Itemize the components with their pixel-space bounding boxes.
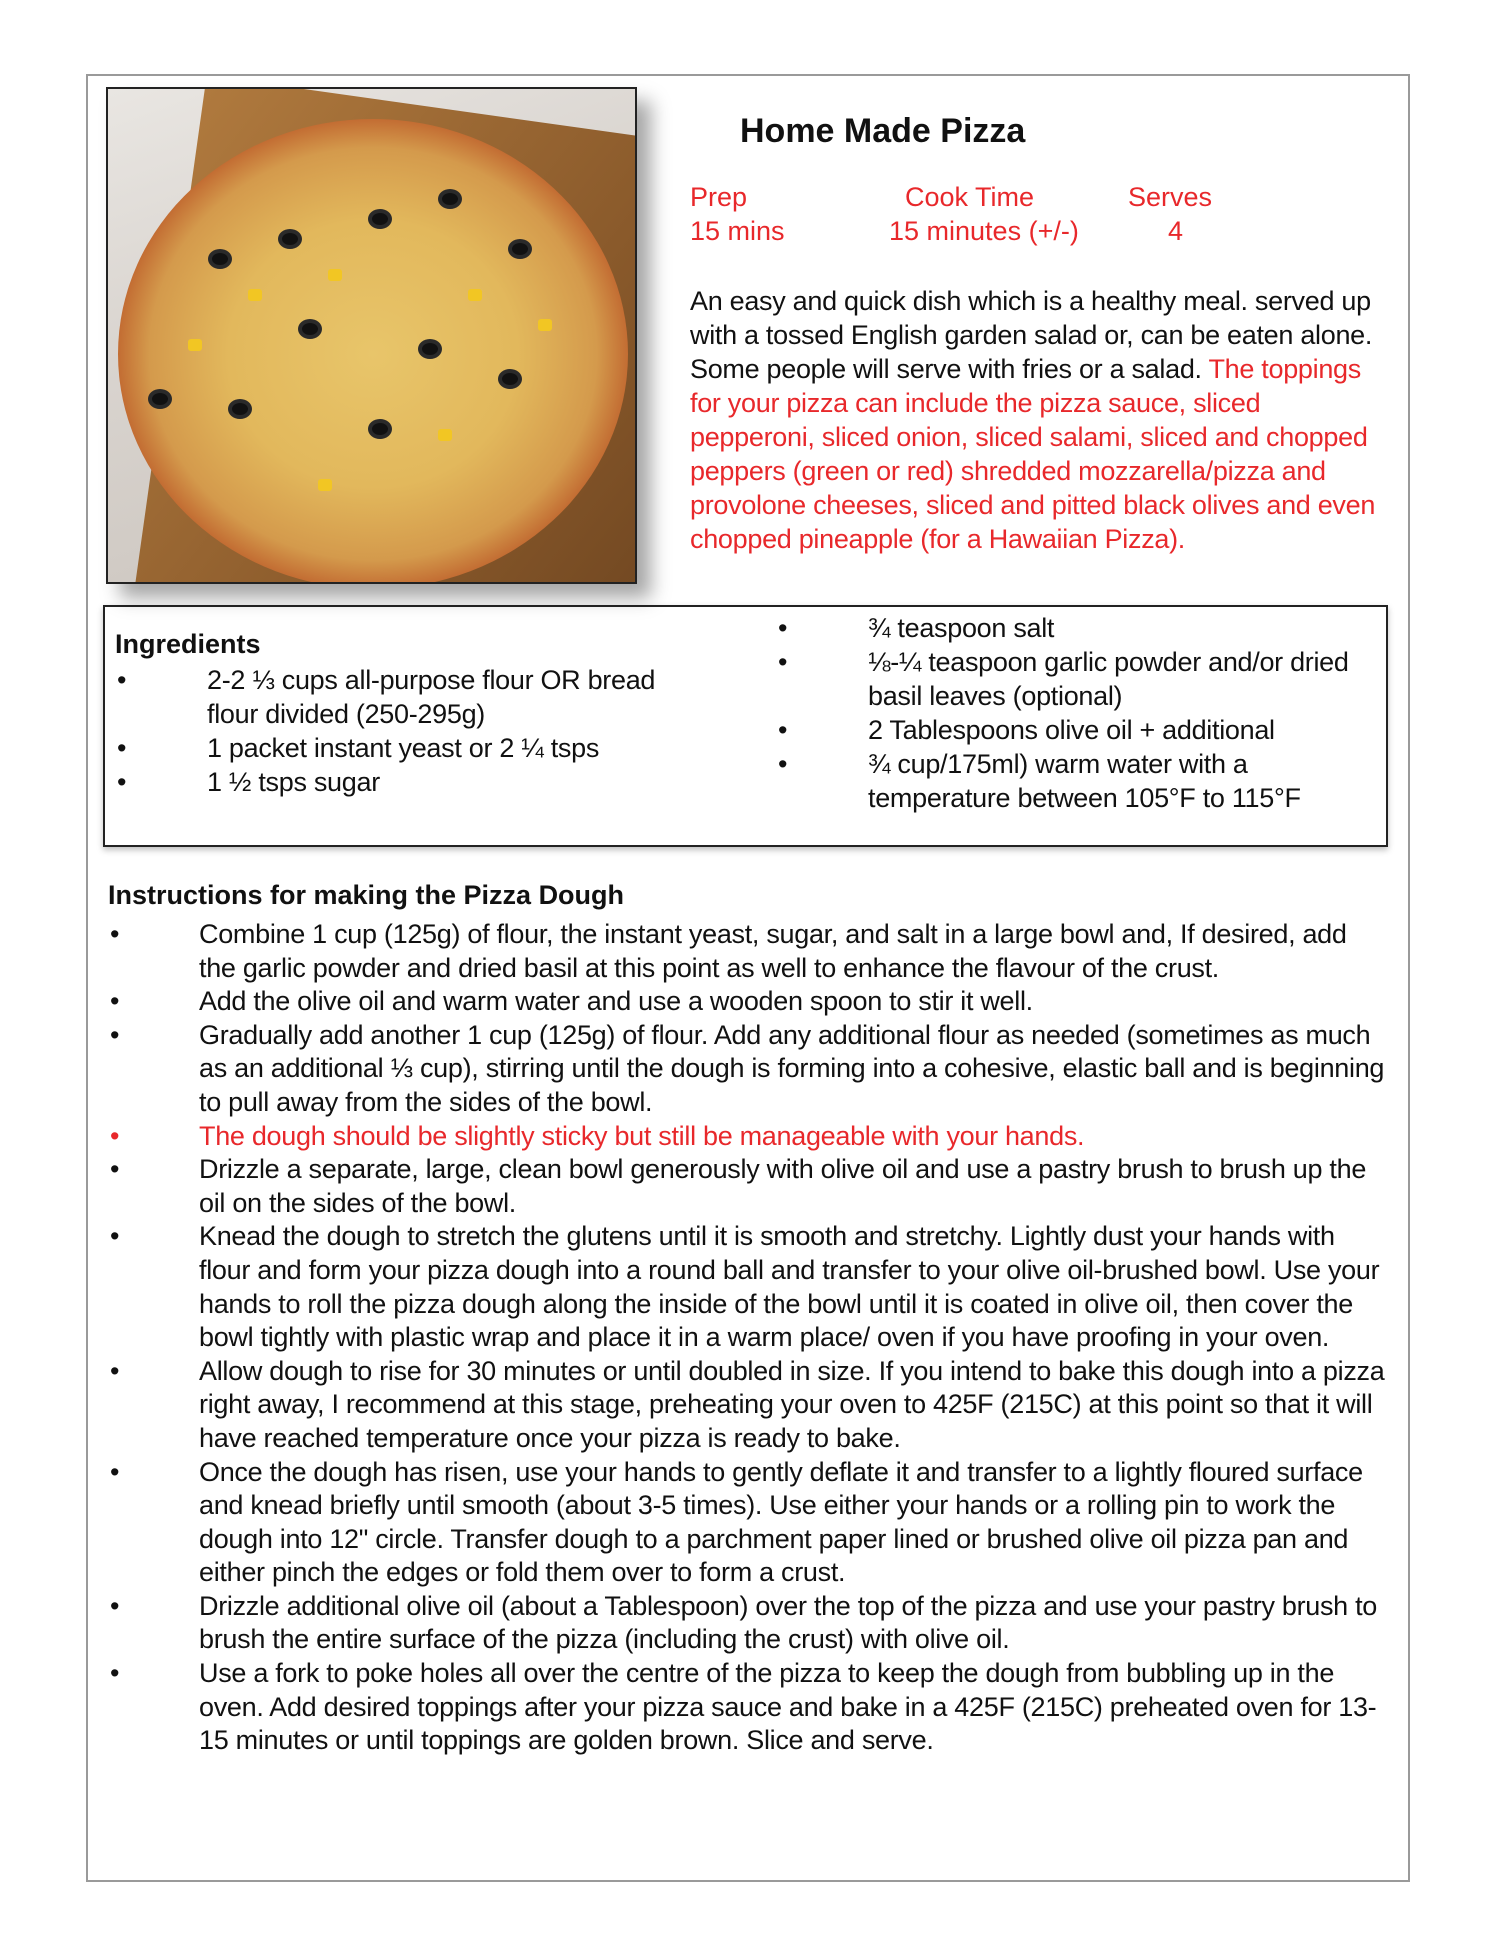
instruction-step: • Knead the dough to stretch the glutens until it is smooth and stretchy. Lightly dust your hands with flour and form your pizza dough into a round ball and transfer to your olive oil-brushed bowl. Use your hands to roll the pizza dough along the inside of the bowl until it is coated in olive oil, then cover the bowl tightly with plastic wrap and place it in a warm place/ oven if you have proofing in your oven.	[110, 1220, 1390, 1354]
instructions-list	[110, 918, 1390, 1758]
pepper	[468, 289, 482, 301]
ingredients-list-right	[778, 611, 1378, 815]
recipe-description	[690, 284, 1390, 556]
ingredient-item: • ⅛-¼ teaspoon garlic powder and/or dried basil leaves (optional)	[778, 645, 1378, 713]
instruction-step-highlight: • The dough should be slightly sticky but still be manageable with your hands.	[110, 1120, 1390, 1154]
pizza-photo	[106, 87, 637, 584]
ingredient-item: • ¾ teaspoon salt	[778, 611, 1378, 645]
ingredient-item: • ¾ cup/175ml) warm water with a temperature between 105°F to 115°F	[778, 747, 1378, 815]
instruction-step: • Allow dough to rise for 30 minutes or until doubled in size. If you intend to bake this dough into a pizza right away, I recommend at this stage, preheating your oven to 425F (215C) at this point so that it will have reached temperature once your pizza is ready to bake.	[110, 1355, 1390, 1456]
olive	[498, 369, 522, 389]
olive	[228, 399, 252, 419]
cook-time-value: 15 minutes (+/-)	[889, 216, 1079, 246]
serves-label: Serves	[1128, 182, 1213, 212]
instruction-step: • Drizzle additional olive oil (about a Tablespoon) over the top of the pizza and use your pastry brush to brush the entire surface of the pizza (including the crust) with olive oil.	[110, 1590, 1390, 1657]
instruction-step: • Drizzle a separate, large, clean bowl generously with olive oil and use a pastry brush to brush up the oil on the sides of the bowl.	[110, 1153, 1390, 1220]
instructions-heading: Instructions for making the Pizza Dough	[108, 880, 625, 910]
olive	[298, 319, 322, 339]
ingredient-item: • 2-2 ⅓ cups all-purpose flour OR bread flour divided (250-295g)	[117, 663, 697, 731]
olive	[438, 189, 462, 209]
pepper	[188, 339, 202, 351]
pepper	[318, 479, 332, 491]
instruction-step: • Use a fork to poke holes all over the centre of the pizza to keep the dough from bubbling up in the oven. Add desired toppings after your pizza sauce and bake in a 425F (215C) preheated oven for 13-15 minutes or until toppings are golden brown. Slice and serve.	[110, 1657, 1390, 1758]
toppings-text: The toppings for your pizza can include the pizza sauce, sliced pepperoni, sliced onion, sliced salami, sliced and chopped peppers (green or red) shredded mozzarella/pizza and provolone cheeses, sliced and pitted black olives and even chopped pineapple (for a Hawaiian Pizza).	[690, 354, 1376, 554]
olive	[508, 239, 532, 259]
ingredient-item: • 1 packet instant yeast or 2 ¼ tsps	[117, 731, 697, 765]
pepper	[248, 289, 262, 301]
instruction-step: • Once the dough has risen, use your hands to gently deflate it and transfer to a lightly floured surface and knead briefly until smooth (about 3-5 times). Use either your hands or a rolling pin to work the dough into 12" circle. Transfer dough to a parchment paper lined or brushed olive oil pizza pan and either pinch the edges or fold them over to form a crust.	[110, 1456, 1390, 1590]
olive	[368, 209, 392, 229]
pizza	[118, 119, 628, 584]
olive	[148, 389, 172, 409]
recipe-title: Home Made Pizza	[740, 112, 1026, 150]
pepper	[538, 319, 552, 331]
description-text: An easy and quick dish which is a healthy meal. served up with a tossed English garden salad or, can be eaten alone. Some people will serve with fries or a salad.	[690, 286, 1373, 384]
ingredients-box	[103, 605, 1388, 847]
ingredients-list-left	[117, 663, 697, 799]
pepper	[438, 429, 452, 441]
prep-value: 15 mins	[690, 216, 785, 246]
serves-value: 4	[1168, 216, 1184, 246]
instruction-step: • Combine 1 cup (125g) of flour, the instant yeast, sugar, and salt in a large bowl and, If desired, add the garlic powder and dried basil at this point as well to enhance the flavour of the crust.	[110, 918, 1390, 985]
olive	[278, 229, 302, 249]
instruction-step: • Add the olive oil and warm water and use a wooden spoon to stir it well.	[110, 985, 1390, 1019]
olive	[368, 419, 392, 439]
olive	[418, 339, 442, 359]
instruction-step: • Gradually add another 1 cup (125g) of flour. Add any additional flour as needed (sometimes as much as an additional ⅓ cup), stirring until the dough is forming into a cohesive, elastic ball and is beginning to pull away from the sides of the bowl.	[110, 1019, 1390, 1120]
ingredient-item: • 2 Tablespoons olive oil + additional	[778, 713, 1378, 747]
ingredient-item: • 1 ½ tsps sugar	[117, 765, 697, 799]
ingredients-heading: Ingredients	[115, 629, 261, 659]
pepper	[328, 269, 342, 281]
prep-label: Prep	[690, 182, 748, 212]
olive	[208, 249, 232, 269]
cook-time-label: Cook Time	[905, 182, 1035, 212]
